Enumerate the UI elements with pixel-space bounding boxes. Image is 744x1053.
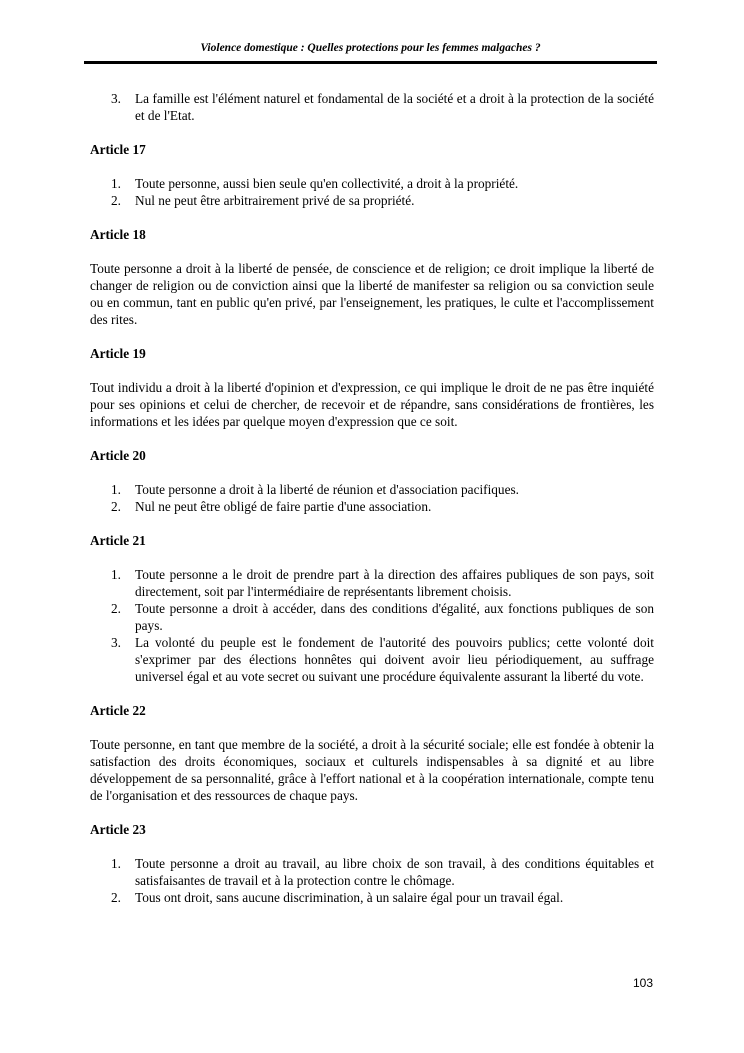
article-23-list: [90, 855, 654, 906]
list-item: [90, 889, 654, 906]
list-number: 2.: [111, 193, 121, 208]
article-heading: Article 21: [90, 533, 146, 548]
list-number: 3.: [111, 635, 121, 650]
article-paragraph: Tout individu a droit à la liberté d'opinion et d'expression, ce qui implique le droit de ne pas être inquiété pour ses opinions et celui de chercher, de recevoir et de répandre, sans considérations de frontières, les informations et les idées par quelque moyen d'expression que ce soit.: [90, 380, 654, 429]
article-paragraph: Toute personne, en tant que membre de la société, a droit à la sécurité sociale; elle est fondée à obtenir la satisfaction des droits économiques, sociaux et culturels indispensables à sa dignité et au libre développement de sa personnalité, grâce à l'effort national et à la coopération internationale, compte tenu de l'organisation et des ressources de chaque pays.: [90, 737, 654, 803]
list-item: [90, 90, 654, 124]
list-text: Toute personne a le droit de prendre part à la direction des affaires publiques de son pays, soit directement, soit par l'intermédiaire de représentants librement choisis.: [135, 567, 654, 599]
article-17-list: [90, 175, 654, 209]
article-heading: Article 19: [90, 346, 146, 361]
list-number: 1.: [111, 176, 121, 191]
article-16-list-continued: [90, 90, 654, 124]
list-text: Toute personne a droit à la liberté de réunion et d'association pacifiques.: [135, 482, 519, 497]
list-item: [90, 175, 654, 192]
running-header: Violence domestique : Quelles protections pour les femmes malgaches ?: [200, 42, 541, 54]
list-text: Nul ne peut être arbitrairement privé de sa propriété.: [135, 193, 415, 208]
list-text: Tous ont droit, sans aucune discrimination, à un salaire égal pour un travail égal.: [135, 890, 564, 905]
article-heading: Article 20: [90, 448, 146, 463]
list-text: Nul ne peut être obligé de faire partie d'une association.: [135, 499, 432, 514]
article-heading: Article 23: [90, 822, 146, 837]
list-number: 1.: [111, 482, 121, 497]
list-text: Toute personne a droit à accéder, dans des conditions d'égalité, aux fonctions publiques de son pays.: [135, 601, 654, 633]
article-paragraph: Toute personne a droit à la liberté de pensée, de conscience et de religion; ce droit implique la liberté de changer de religion ou de conviction ainsi que la liberté de manifester sa religion ou sa conviction seule ou en commun, tant en public qu'en privé, par l'enseignement, les pratiques, le culte et l'accomplissement des rites.: [90, 261, 654, 327]
list-text: Toute personne, aussi bien seule qu'en collectivité, a droit à la propriété.: [135, 176, 519, 191]
article-heading: Article 18: [90, 227, 146, 242]
article-heading: Article 17: [90, 142, 146, 157]
list-text: Toute personne a droit au travail, au libre choix de son travail, à des conditions équitables et satisfaisantes de travail et à la protection contre le chômage.: [135, 856, 654, 888]
page-body: [90, 90, 654, 906]
list-item: [90, 566, 654, 600]
list-number: 1.: [111, 856, 121, 871]
article-21-list: [90, 566, 654, 685]
article-heading: Article 22: [90, 703, 146, 718]
list-item: [90, 498, 654, 515]
list-item: [90, 481, 654, 498]
list-number: 3.: [111, 91, 121, 106]
list-item: [90, 855, 654, 889]
list-item: [90, 634, 654, 685]
list-item: [90, 192, 654, 209]
list-number: 2.: [111, 890, 121, 905]
header-rule: [84, 61, 657, 64]
list-number: 2.: [111, 601, 121, 616]
list-text: La famille est l'élément naturel et fondamental de la société et a droit à la protection de la société et de l'Etat.: [135, 91, 654, 123]
article-20-list: [90, 481, 654, 515]
list-number: 2.: [111, 499, 121, 514]
list-item: [90, 600, 654, 634]
page-number: 103: [632, 976, 653, 990]
list-text: La volonté du peuple est le fondement de l'autorité des pouvoirs publics; cette volonté doit s'exprimer par des élections honnêtes qui doivent avoir lieu périodiquement, au suffrage universel égal et au vote secret ou suivant une procédure équivalente assurant la liberté du vote.: [135, 635, 654, 684]
list-number: 1.: [111, 567, 121, 582]
